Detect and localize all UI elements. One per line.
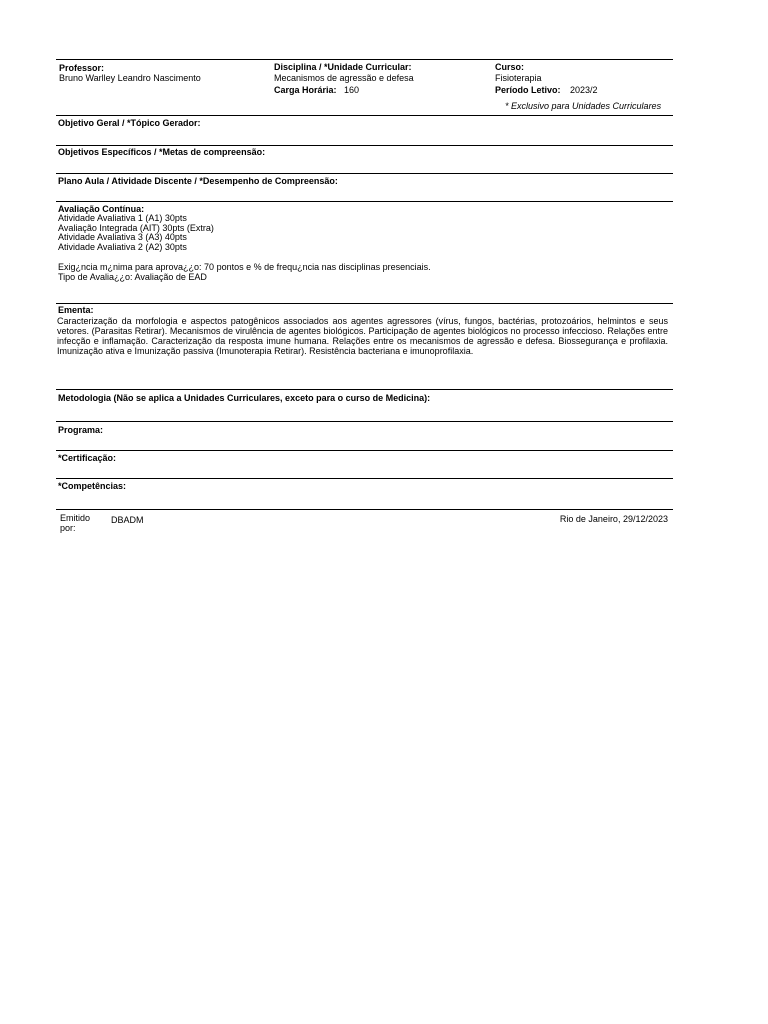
avaliacao-item: Avaliação Integrada (AIT) 30pts (Extra)	[58, 222, 214, 233]
divider	[56, 59, 673, 60]
competencias-heading: *Competências:	[58, 481, 127, 491]
avaliacao-item: Atividade Avaliativa 3 (A3) 40pts	[58, 232, 187, 243]
divider	[56, 145, 673, 146]
divider	[56, 389, 673, 390]
avaliacao-item: Atividade Avaliativa 2 (A2) 30pts	[58, 241, 187, 252]
objetivo-geral-heading: Objetivo Geral / *Tópico Gerador:	[58, 118, 201, 128]
periodo-letivo-label: Período Letivo:	[495, 85, 561, 95]
avaliacao-continua-heading: Avaliação Contínua:	[58, 204, 145, 214]
ementa-text: Caracterização da morfologia e aspectos patogênicos associados aos agentes agressores (vírus, fungos, bactérias, protozoários, helmintos e seus vetores. (Parasitas Retirar). Mecanismos de virulência de agentes biológicos. Participação de agentes biológicos no processo infeccioso. Relações entre infecção e inflamação. Caracterização da resposta imune humana. Relações entre os mecanismos de agressão e defesa. Biossegurança e profilaxia. Imunização ativa e Imunização passiva (Imunoterapia Retirar). Resistência bacteriana e imunoprofilaxia.	[57, 316, 668, 356]
divider	[56, 509, 673, 510]
metodologia-heading: Metodologia (Não se aplica a Unidades Curriculares, exceto para o curso de Medicina):	[58, 393, 431, 403]
exclusivo-note: * Exclusivo para Unidades Curriculares	[505, 101, 662, 111]
divider	[56, 201, 673, 202]
tipo-avaliacao-text: Tipo de Avalia¿¿o: Avaliação de EAD	[58, 271, 207, 282]
objetivos-especificos-heading: Objetivos Específicos / *Metas de compreensão:	[58, 147, 266, 157]
divider	[56, 173, 673, 174]
avaliacao-item: Atividade Avaliativa 1 (A1) 30pts	[58, 213, 187, 223]
professor-label: Professor:	[59, 63, 105, 73]
programa-heading: Programa:	[58, 425, 104, 435]
divider	[56, 115, 673, 116]
avaliacao-notes	[58, 263, 431, 282]
divider	[56, 450, 673, 451]
professor-name: Bruno Warlley Leandro Nascimento	[59, 73, 201, 83]
curso-label: Curso:	[495, 62, 524, 72]
divider	[56, 421, 673, 422]
certificacao-heading: *Certificação:	[58, 453, 117, 463]
divider	[56, 303, 673, 304]
plano-aula-heading: Plano Aula / Atividade Discente / *Desempenho de Compreensão:	[58, 176, 338, 186]
carga-horaria-label: Carga Horária:	[274, 85, 337, 95]
place-date: Rio de Janeiro, 29/12/2023	[559, 514, 668, 524]
ementa-heading: Ementa:	[58, 305, 94, 315]
divider	[56, 478, 673, 479]
emitido-por-label: Emitido por:	[60, 513, 91, 533]
disciplina-label: Disciplina / *Unidade Curricular:	[274, 62, 412, 72]
emitido-por-value: DBADM	[111, 515, 144, 525]
avaliacao-items-list	[58, 214, 214, 252]
disciplina-value: Mecanismos de agressão e defesa	[274, 73, 414, 83]
carga-horaria-value: 160	[344, 85, 360, 95]
curso-value: Fisioterapia	[495, 73, 542, 83]
periodo-letivo-value: 2023/2	[570, 85, 598, 95]
exigencia-minima-text: Exig¿ncia m¿nima para aprova¿¿o: 70 pontos e % de frequ¿ncia nas disciplinas presenciais.	[58, 262, 431, 272]
